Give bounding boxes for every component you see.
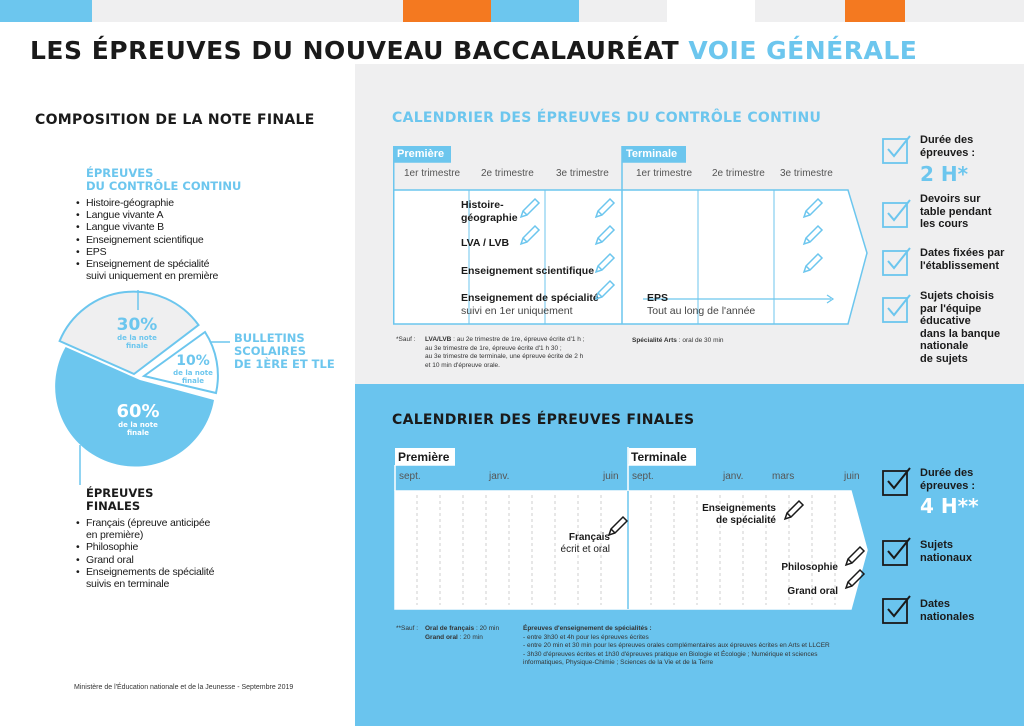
trimester-label: 3e trimestre [556,168,609,179]
pen-icon [517,224,541,248]
list-item: • Enseignement de spécialité [74,258,218,270]
month-label: janv. [489,471,510,482]
month-label: janv. [723,471,744,482]
bulletins-label: BULLETINS SCOLAIRES DE 1ÈRE ET TLE [234,331,335,371]
month-label: juin [844,471,860,482]
checkbox-icon [882,134,912,164]
pie-label-30: 30% de la note finale [116,315,158,350]
final-item-grand-oral: Grand oral [787,586,838,597]
final-note-durations: Oral de français : 20 min Grand oral : 20 min [425,625,500,641]
cc-note-star: *Sauf : [396,336,416,343]
composition-title: COMPOSITION DE LA NOTE FINALE [35,112,315,128]
cc-item-specialty: Enseignement de spécialité suivi en 1er uniquement [461,292,599,317]
checkbox-icon [882,293,912,323]
final-item-philosophy: Philosophie [781,562,838,573]
final-note-specialty: Épreuves d'enseignement de spécialités : - entre 3h30 et 4h pour les épreuves écrites - entre 20 min et 30 min pour les épreuves orales complémentaires aux épreuves écrites en Arts et LLCER - 3h30 d'épreuves écrites et 1h30 d'épreuves pratique en Biologie et Écologie ; Numérique et sciences informatiques, Physique-Chimie ; Sciences de la Vie et de la Terre [523,625,830,666]
footer-credit: Ministère de l'Éducation nationale et de la Jeunesse - Septembre 2019 [74,684,294,691]
cc-item-languages: LVA / LVB [461,237,510,249]
pen-icon [605,515,629,539]
pen-icon [592,197,616,221]
title-main: LES ÉPREUVES DU NOUVEAU BACCALAURÉAT [30,36,680,65]
pie-label-60: 60% de la note finale [116,401,160,437]
final-premiere-tab: Première [398,450,450,464]
pen-icon [800,252,824,276]
pen-icon [781,499,805,523]
checkbox-icon [882,466,912,496]
pen-icon [842,545,866,569]
final-check-national-dates: Dates nationales [920,598,975,623]
pen-icon [592,279,616,303]
trimester-label: 3e trimestre [780,168,833,179]
finals-label: ÉPREUVES FINALES [86,486,154,513]
pen-icon [842,568,866,592]
cc-duration-value: 2 H* [920,162,969,186]
cc-terminale-tab: Terminale [626,148,678,160]
checkbox-icon [882,536,912,566]
final-item-specialty: Enseignements de spécialité [702,503,776,526]
list-item: • Histoire-géographie [74,197,218,209]
pie-label-10: 10% de la note finale [173,353,213,385]
cc-check-homework: Devoirs sur table pendant les cours [920,193,992,230]
list-item: • Langue vivante B [74,221,218,233]
list-item-continued: suivis en terminale [86,578,170,591]
cc-item-eps: EPS Tout au long de l'année [647,292,756,317]
cc-calendar-title: CALENDRIER DES ÉPREUVES DU CONTRÔLE CONTINU [392,110,822,126]
final-check-duration: Durée des épreuves : [920,467,976,492]
trimester-label: 1er trimestre [636,168,693,179]
cc-note-lva: LVA/LVB : au 2e trimestre de 1re, épreuve écrite d'1 h ; au 3e trimestre de 1re, épreuve écrite d'1 h 30 ; au 3e trimestre de terminale, une épreuve écrite de 2 h et 10 min d'épreuve orale. [425,336,585,369]
checkbox-icon [882,594,912,624]
trimester-label: 1er trimestre [404,168,461,179]
pen-icon [800,224,824,248]
cc-note-arts: Spécialité Arts : oral de 30 min [632,337,724,344]
pen-icon [800,197,824,221]
list-item: • Enseignements de spécialité [74,566,214,578]
connector-lines [60,160,260,500]
checkbox-icon [882,198,912,228]
list-item: • EPS [74,246,218,258]
title-highlight: VOIE GÉNÉRALE [688,36,918,65]
month-label: mars [772,471,795,482]
month-label: juin [603,471,619,482]
cc-check-duration: Durée des épreuves : [920,134,976,159]
pen-icon [592,224,616,248]
month-label: sept. [632,471,654,482]
list-item-continued: suivi uniquement en première [86,270,219,283]
pen-icon [517,197,541,221]
cc-premiere-tab: Première [397,148,445,160]
cc-check-subjects: Sujets choisis par l'équipe éducative dans la banque nationale de sujets [920,290,1001,365]
final-items-list [74,517,214,590]
final-note-star: **Sauf : [396,625,419,632]
trimester-label: 2e trimestre [712,168,765,179]
trimester-label: 2e trimestre [481,168,534,179]
cc-item-science: Enseignement scientifique [461,265,595,277]
final-calendar-title: CALENDRIER DES ÉPREUVES FINALES [392,412,695,428]
final-duration-value: 4 H** [920,494,979,518]
checkbox-icon [882,246,912,276]
final-terminale-tab: Terminale [631,450,687,464]
final-item-french: Français écrit et oral [560,532,610,555]
list-item: • Grand oral [74,554,214,566]
list-item-continued: en première) [86,529,144,542]
list-item: • Français (épreuve anticipée [74,517,214,529]
cc-item-history: Histoire- géographie [461,199,518,224]
list-item: • Langue vivante A [74,209,218,221]
page-title [30,36,917,65]
pen-icon [592,252,616,276]
list-item: • Enseignement scientifique [74,234,218,246]
list-item: • Philosophie [74,541,214,553]
continuous-label: ÉPREUVES DU CONTRÔLE CONTINU [86,166,242,193]
final-check-national-subjects: Sujets nationaux [920,539,972,564]
month-label: sept. [399,471,421,482]
cc-check-dates: Dates fixées par l'établissement [920,247,1005,272]
